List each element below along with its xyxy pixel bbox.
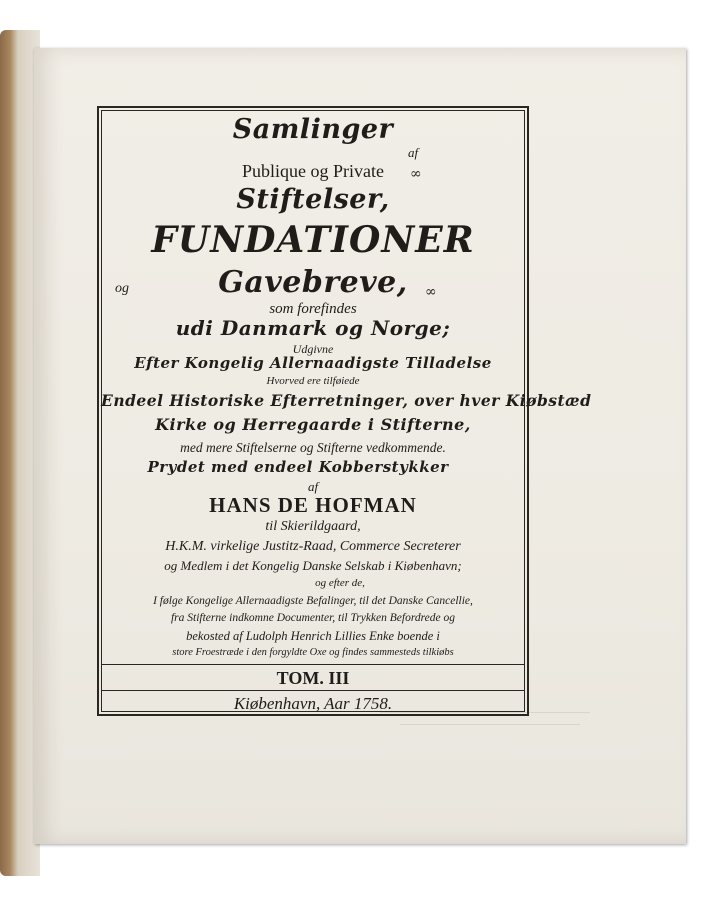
imprint-og-efter: og efter de, bbox=[315, 577, 365, 589]
title-tilladelse: Efter Kongelig Allernaadigste Tilladelse bbox=[134, 354, 492, 372]
author-office: H.K.M. virkelige Justitz-Raad, Commerce Secreterer bbox=[165, 539, 461, 554]
title-efterretninger: Endeel Historiske Efterretninger, over hver Kiøbstæd bbox=[101, 391, 592, 410]
author-estate: til Skierildgaard, bbox=[265, 519, 361, 534]
title-stiftelser: Stiftelser, bbox=[236, 184, 390, 215]
imprint-rule-bottom bbox=[101, 690, 525, 691]
title-udgivne: Udgivne bbox=[292, 342, 334, 356]
author-society: og Medlem i det Kongelig Danske Selskab i Kiøbenhavn; bbox=[164, 558, 462, 573]
imprint-publisher: bekosted af Ludolph Henrich Lillies Enke boende i bbox=[186, 629, 440, 643]
title-publique-private: Publique og Private bbox=[242, 161, 384, 181]
title-og: og bbox=[115, 281, 129, 296]
imprint-rule-top bbox=[101, 664, 525, 665]
title-stiftelserne: med mere Stiftelserne og Stifterne vedkommende. bbox=[180, 440, 446, 455]
flourish-icon: ∞ bbox=[410, 166, 422, 182]
author-name: HANS DE HOFMAN bbox=[209, 493, 417, 517]
title-danmark-norge: udi Danmark og Norge; bbox=[175, 316, 451, 340]
place-and-year: Kiøbenhavn, Aar 1758. bbox=[233, 694, 393, 713]
imprint-documenter: fra Stifterne indkomne Documenter, til Trykken Befordrede og bbox=[170, 612, 456, 624]
title-kirke-herregaarde: Kirke og Herregaarde i Stifterne, bbox=[155, 415, 471, 434]
title-tilfoiede: Hvorved ere tilføiede bbox=[266, 375, 360, 387]
title-gavebreve: Gavebreve, bbox=[218, 265, 408, 300]
show-through bbox=[400, 724, 580, 725]
title-af-author: af bbox=[307, 479, 319, 494]
imprint-address: store Froestræde i den forgyldte Oxe og findes sammesteds tilkiøbs bbox=[172, 647, 454, 658]
flourish-icon: ∞ bbox=[425, 284, 437, 300]
imprint-befalinger: I følge Kongelige Allernaadigste Befalinger, til det Danske Cancellie, bbox=[153, 595, 473, 607]
title-fundationer: FUNDATIONER bbox=[151, 219, 475, 261]
title-af: af bbox=[407, 145, 419, 160]
volume-number: TOM. III bbox=[276, 668, 350, 688]
title-kobberstykker: Prydet med endeel Kobberstykker bbox=[147, 458, 449, 476]
title-samlinger: Samlinger bbox=[232, 114, 394, 145]
title-som-forefindes: som forefindes bbox=[269, 301, 357, 317]
